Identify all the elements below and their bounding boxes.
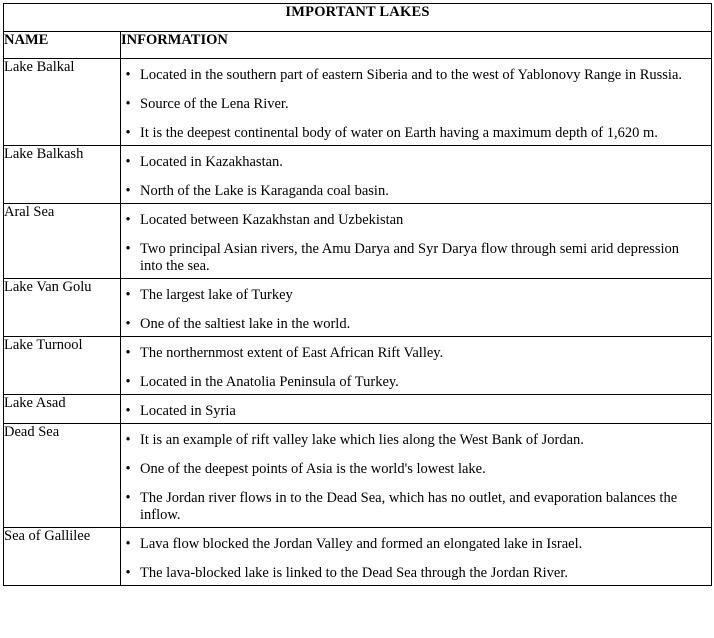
information-text: Lava flow blocked the Jordan Valley and formed an elongated lake in Israel. [140, 536, 583, 552]
lake-name: Lake Balkal [4, 59, 121, 146]
bullet-icon: • [125, 461, 131, 477]
information-text: One of the deepest points of Asia is the world's lowest lake. [140, 461, 486, 477]
bullet-icon: • [125, 565, 131, 581]
column-header-information: INFORMATION [121, 32, 712, 59]
table-row [4, 395, 712, 424]
list-item [121, 146, 711, 175]
information-list [121, 337, 711, 394]
bullet-icon: • [125, 125, 131, 141]
important-lakes-table [3, 3, 712, 586]
information-list [121, 528, 711, 585]
information-list [121, 146, 711, 203]
bullet-icon: • [125, 287, 131, 303]
table-title: IMPORTANT LAKES [4, 4, 712, 32]
title-row [4, 4, 712, 32]
table-row [4, 337, 712, 395]
list-item [121, 528, 711, 557]
list-item [121, 279, 711, 308]
table-row [4, 528, 712, 586]
lake-name: Lake Balkash [4, 146, 121, 204]
list-item [121, 233, 711, 278]
bullet-icon: • [125, 316, 131, 332]
list-item [121, 482, 711, 527]
list-item [121, 337, 711, 366]
bullet-icon: • [125, 241, 131, 257]
list-item [121, 366, 711, 394]
list-item [121, 117, 711, 145]
information-text: Source of the Lena River. [140, 96, 289, 112]
lake-name: Sea of Gallilee [4, 528, 121, 586]
information-text: The largest lake of Turkey [140, 287, 293, 303]
lake-name: Lake Van Golu [4, 279, 121, 337]
lake-information [121, 395, 712, 424]
lake-information [121, 146, 712, 204]
information-text: One of the saltiest lake in the world. [140, 316, 351, 332]
information-list [121, 204, 711, 278]
information-list [121, 424, 711, 527]
column-header-name: NAME [4, 32, 121, 59]
lake-name: Lake Asad [4, 395, 121, 424]
information-list [121, 59, 711, 145]
list-item [121, 424, 711, 453]
bullet-icon: • [125, 212, 131, 228]
bullet-icon: • [125, 345, 131, 361]
information-list [121, 395, 711, 423]
bullet-icon: • [125, 67, 131, 83]
information-text: Located in the Anatolia Peninsula of Turkey. [140, 374, 399, 390]
information-text: North of the Lake is Karaganda coal basin. [140, 183, 389, 199]
lake-information [121, 424, 712, 528]
lake-information [121, 279, 712, 337]
information-text: Located in the southern part of eastern Siberia and to the west of Yablonovy Range in Russia. [140, 67, 683, 83]
bullet-icon: • [125, 432, 131, 448]
list-item [121, 175, 711, 203]
header-row [4, 32, 712, 59]
information-text: The lava-blocked lake is linked to the Dead Sea through the Jordan River. [140, 565, 569, 581]
bullet-icon: • [125, 403, 131, 419]
information-text: Located in Kazakhastan. [140, 154, 283, 170]
bullet-icon: • [125, 490, 131, 506]
information-text: The northernmost extent of East African Rift Valley. [140, 345, 444, 361]
lake-name: Aral Sea [4, 204, 121, 279]
lake-information [121, 528, 712, 586]
table-row [4, 204, 712, 279]
document [3, 3, 711, 586]
bullet-icon: • [125, 183, 131, 199]
table-body [4, 59, 712, 586]
information-text: The Jordan river flows in to the Dead Sea, which has no outlet, and evaporation balances the inflow. [140, 490, 678, 523]
bullet-icon: • [125, 96, 131, 112]
lake-information [121, 59, 712, 146]
list-item [121, 453, 711, 482]
information-text: Located between Kazakhstan and Uzbekistan [140, 212, 404, 228]
lake-information [121, 204, 712, 279]
lake-name: Lake Turnool [4, 337, 121, 395]
table-row [4, 59, 712, 146]
bullet-icon: • [125, 154, 131, 170]
information-text: Located in Syria [140, 403, 236, 419]
information-text: It is an example of rift valley lake which lies along the West Bank of Jordan. [140, 432, 584, 448]
list-item [121, 204, 711, 233]
information-text: Two principal Asian rivers, the Amu Darya and Syr Darya flow through semi arid depression into the sea. [140, 241, 679, 274]
list-item [121, 557, 711, 585]
list-item [121, 395, 711, 423]
information-text: It is the deepest continental body of water on Earth having a maximum depth of 1,620 m. [140, 125, 658, 141]
list-item [121, 59, 711, 88]
table-row [4, 146, 712, 204]
list-item [121, 88, 711, 117]
bullet-icon: • [125, 374, 131, 390]
bullet-icon: • [125, 536, 131, 552]
information-list [121, 279, 711, 336]
table-row [4, 424, 712, 528]
lake-name: Dead Sea [4, 424, 121, 528]
table-row [4, 279, 712, 337]
list-item [121, 308, 711, 336]
lake-information [121, 337, 712, 395]
